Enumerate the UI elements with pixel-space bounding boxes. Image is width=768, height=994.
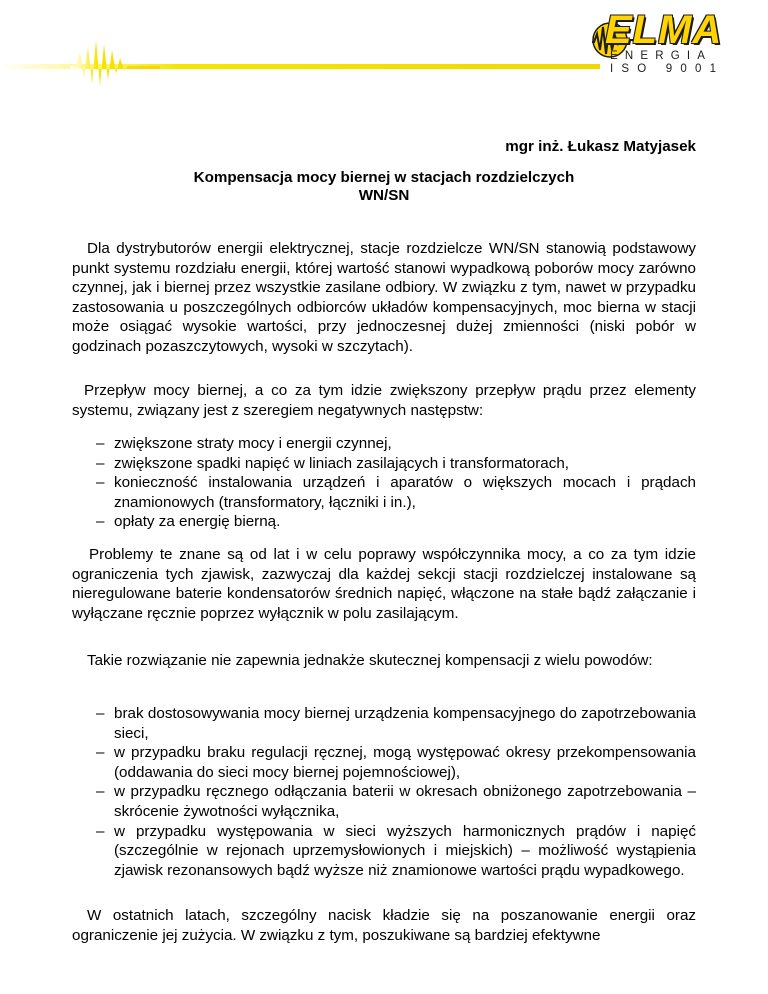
logo-subtitle-energia: ENERGIA [610,50,713,62]
paragraph-2 [72,381,696,420]
logo-subtitle-iso: ISO 9001 [610,63,725,75]
dash-bullet: – [96,783,105,801]
reasons-list [72,704,696,880]
paragraph-5 [72,906,696,945]
title-line-2: WN/SN [358,187,410,205]
dash-bullet: – [96,705,105,722]
paragraph-3 [72,545,696,623]
list-item-text: w przypadku występowania w sieci wyższych harmonicznych prądów i napięć (szczególnie w rejonach uprzemysłowionych i miejskich) – możliwość wystąpienia zjawisk rezonansowych bądź wyższe niż znamionowe wartości prądu wypadkowego. [114,822,696,879]
paragraph-5-text: W ostatnich latach, szczególny nacisk kładzie się na poszanowanie energii oraz ograniczenie jej zużycia. W związku z tym, poszukiwane są bardziej efektywne [72,907,696,944]
list-item-text: zwiększone spadki napięć w liniach zasilających i transformatorach, [114,454,569,472]
paragraph-1-text: Dla dystrybutorów energii elektrycznej, stacje rozdzielcze WN/SN stanowią podstawowy punkt systemu rozdziału energii, której wartość stanowi wypadkową poborów mocy zarówno czynnej, jak i biernej przez wszystkie zasilane odbiory. W związku z tym, nawet w przypadku zastosowania u poszczególnych odbiorców układów kompensacyjnych, moc bierna w stacji może osiągać wysokie wartości, przy jednoczesnej dużej zmienności (niski pobór w godzinach pozaszczytowych, wysoki w szczytach). [72,240,696,355]
list-item-text: w przypadku ręcznego odłączania baterii w okresach obniżonego zapotrzebowania – skrócenie żywotności wyłącznika, [114,783,696,820]
list-item-text: konieczność instalowania urządzeń i aparatów o większych mocach i prądach znamionowych (transformatory, łączniki i in.), [114,474,696,511]
list-item [72,743,696,782]
list-item-text: brak dostosowywania mocy biernej urządzenia kompensacyjnego do zapotrzebowania sieci, [114,705,696,742]
paragraph-2-text: Przepływ mocy biernej, a co za tym idzie zwiększony przepływ prądu przez elementy systemu, związany jest z szeregiem negatywnych następstw: [72,382,696,419]
dash-bullet: – [96,513,105,531]
list-item [72,822,696,881]
logo-brand: ELMA [605,8,723,52]
consequences-list [72,434,696,532]
title-line-1: Kompensacja mocy biernej w stacjach rozdzielczych [193,169,575,186]
list-item-text: opłaty za energię bierną. [114,513,281,531]
paragraph-1 [72,239,696,357]
list-item-text: w przypadku braku regulacji ręcznej, mogą występować okresy przekompensowania (oddawania do sieci mocy biernej pojemnościowej), [114,744,696,781]
document-title [72,169,696,206]
dash-bullet: – [96,822,105,840]
paragraph-4-text: Takie rozwiązanie nie zapewnia jednakże skutecznej kompensacji z wielu powodów: [87,652,653,669]
dash-bullet: – [96,435,105,452]
list-item [72,782,696,821]
dash-bullet: – [96,474,105,492]
list-item [72,473,696,512]
list-item [72,512,696,532]
dash-bullet: – [96,744,105,762]
paragraph-4 [72,651,696,671]
author-line: mgr inż. Łukasz Matyjasek [505,138,696,155]
list-item-text: zwiększone straty mocy i energii czynnej, [114,435,392,452]
list-item [72,704,696,743]
list-item [72,454,696,474]
dash-bullet: – [96,454,105,472]
paragraph-3-text: Problemy te znane są od lat i w celu poprawy współczynnika mocy, a co za tym idzie ograniczenia tych zjawisk, zazwyczaj dla każdej sekcji stacji rozdzielczej instalowane są nieregulowane baterie kondensatorów średnich napięć, włączone na stałe bądź załączanie i wyłączane ręcznie poprzez wyłącznik w polu zasilającym. [72,546,696,622]
list-item [72,434,696,454]
